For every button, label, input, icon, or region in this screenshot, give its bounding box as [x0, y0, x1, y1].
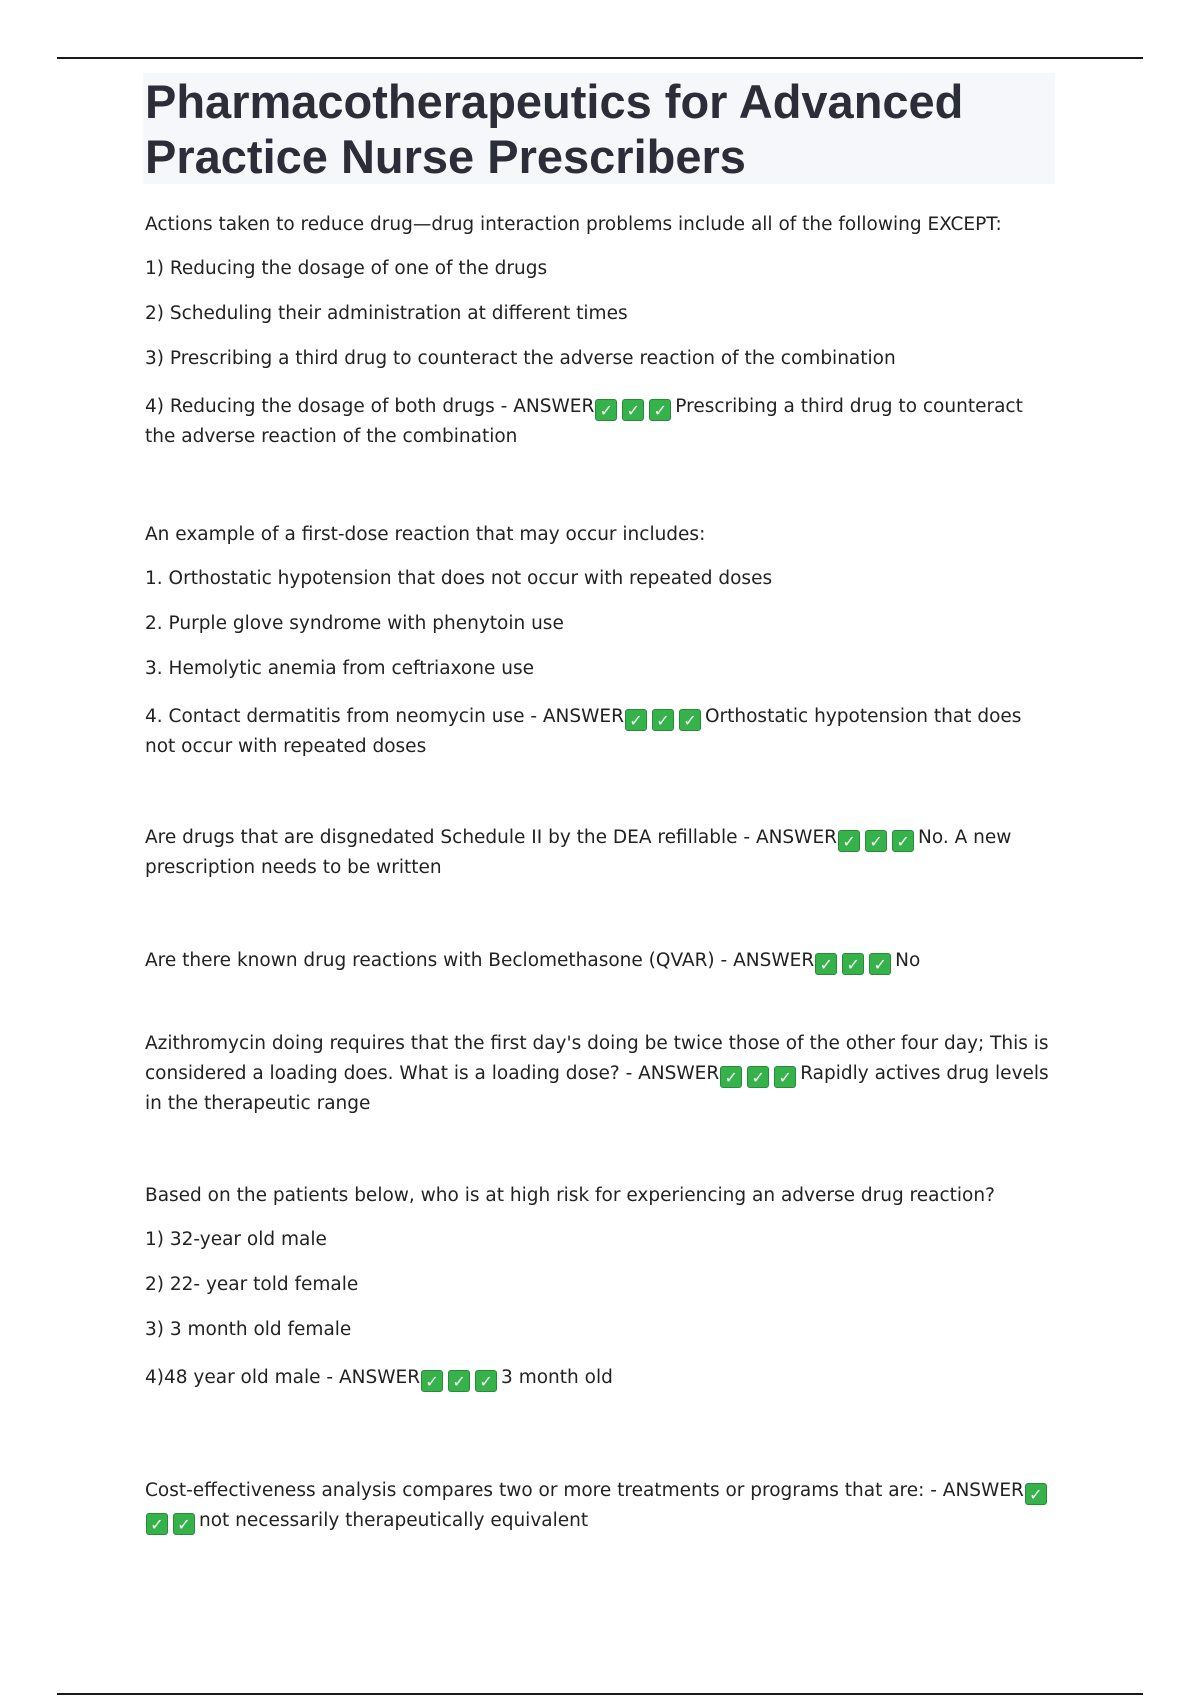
answer-label: ANSWER [638, 1063, 720, 1084]
answer-label: ANSWER [755, 827, 838, 848]
question-stem: An example of a first-dose reaction that may occur includes: [145, 524, 706, 545]
question-text: 4. Contact dermatitis from neomycin use - [145, 706, 543, 727]
document-body [145, 73, 1057, 1534]
answer-line [145, 1476, 1057, 1536]
check-mark-icon: ✓ [146, 1513, 168, 1535]
question-stem: Actions taken to reduce drug—drug interaction problems include all of the following EXCEPT: [145, 214, 1002, 235]
answer-label: ANSWER [513, 396, 595, 417]
question-text: 4) Reducing the dosage of both drugs - [145, 396, 514, 417]
check-mark-icon: ✓ [892, 830, 914, 852]
check-mark-icon: ✓ [1025, 1483, 1047, 1505]
answer-option: 2) Scheduling their administration at different times [145, 303, 628, 324]
answer-option: 1. Orthostatic hypotension that does not occur with repeated doses [145, 568, 773, 589]
answer-text: not necessarily therapeutically equivalent [199, 1510, 589, 1531]
answer-line [145, 702, 1057, 762]
title-banner [143, 73, 1055, 184]
answer-line [145, 823, 1057, 883]
answer-text: Rapidly actives drug levels in the therapeutic range [145, 1063, 1049, 1114]
answer-label: ANSWER [338, 1367, 421, 1388]
question-text: Cost-effectiveness analysis compares two or more treatments or programs that are: - [145, 1480, 943, 1501]
answer-text: No [895, 950, 921, 971]
answer-option: 3. Hemolytic anemia from ceftriaxone use [145, 658, 534, 679]
page-title: Pharmacotherapeutics for Advanced Practice Nurse Prescribers [145, 75, 964, 183]
answer-label: ANSWER [942, 1480, 1024, 1501]
answer-option: 3) Prescribing a third drug to counteract the adverse reaction of the combination [145, 348, 896, 369]
check-mark-icon: ✓ [720, 1066, 742, 1088]
check-mark-icon: ✓ [448, 1370, 470, 1392]
answer-text: Prescribing a third drug to counteract the adverse reaction of the combination [145, 396, 1023, 447]
answer-label: ANSWER [733, 950, 815, 971]
check-mark-icon: ✓ [679, 709, 701, 731]
question-text: Are there known drug reactions with Beclomethasone (QVAR) - [145, 950, 734, 971]
check-mark-icon: ✓ [865, 830, 887, 852]
answer-option: 1) Reducing the dosage of one of the drugs [145, 258, 548, 279]
answer-text: Orthostatic hypotension that does not occur with repeated doses [145, 706, 1022, 757]
check-mark-icon: ✓ [421, 1370, 443, 1392]
answer-option: 2) 22- year told female [145, 1274, 359, 1295]
answer-text: 3 month old [501, 1367, 613, 1388]
top-rule [57, 57, 1143, 59]
bottom-rule [57, 1693, 1143, 1695]
question-text: Are drugs that are disgnedated Schedule II by the DEA refillable - [145, 827, 756, 848]
check-mark-icon: ✓ [649, 399, 671, 421]
answer-text: No. A new prescription needs to be written [145, 827, 1012, 878]
answer-line [145, 392, 1057, 452]
answer-line [145, 1029, 1057, 1119]
question-text: Azithromycin doing requires that the first day's doing be twice those of the other four day; This is considered a loading does. What is a loading dose? - [145, 1033, 1049, 1084]
answer-option: 1) 32-year old male [145, 1229, 327, 1250]
check-mark-icon: ✓ [869, 953, 891, 975]
check-mark-icon: ✓ [625, 709, 647, 731]
answer-line [145, 1363, 1057, 1393]
answer-option: 2. Purple glove syndrome with phenytoin use [145, 613, 564, 634]
check-mark-icon: ✓ [815, 953, 837, 975]
check-mark-icon: ✓ [774, 1066, 796, 1088]
check-mark-icon: ✓ [475, 1370, 497, 1392]
answer-line [145, 946, 1057, 976]
question-stem: Based on the patients below, who is at high risk for experiencing an adverse drug reaction? [145, 1185, 995, 1206]
check-mark-icon: ✓ [173, 1513, 195, 1535]
check-mark-icon: ✓ [622, 399, 644, 421]
check-mark-icon: ✓ [842, 953, 864, 975]
answer-option: 3) 3 month old female [145, 1319, 352, 1340]
check-mark-icon: ✓ [652, 709, 674, 731]
check-mark-icon: ✓ [747, 1066, 769, 1088]
answer-label: ANSWER [542, 706, 624, 727]
question-text: 4)48 year old male - [145, 1367, 339, 1388]
check-mark-icon: ✓ [838, 830, 860, 852]
check-mark-icon: ✓ [595, 399, 617, 421]
